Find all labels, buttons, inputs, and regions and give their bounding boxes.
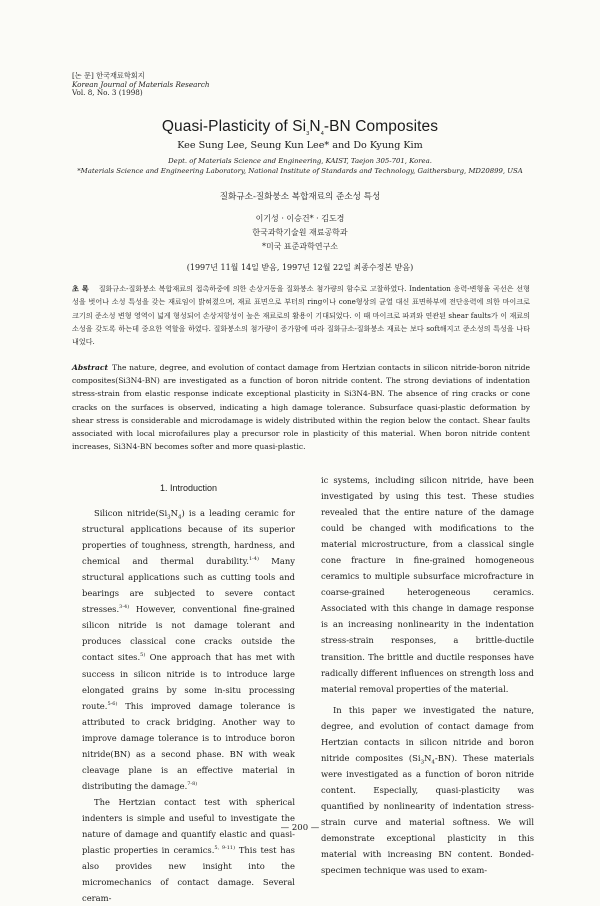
korean-authors-block	[0, 212, 600, 254]
korean-title: 질화규소-질화붕소 복합재료의 준소성 특성	[219, 192, 381, 202]
journal-volume: Vol. 8, No. 3 (1998)	[72, 88, 143, 98]
korean-authors: 이기성 · 이승건* · 김도경	[255, 214, 345, 223]
korean-affiliation-1: 한국과학기술원 재료공학과	[252, 228, 348, 237]
intro-paragraph-2: The Hertzian contact test with spherical indenters is simple and useful to investigate the nature of damage and quantify elastic and quasi-plastic properties in ceramics.$^{5, 9-11)}$ This test has also provides new insight into the micromechanics of contact damage. Several ceram-	[82, 796, 295, 904]
intro-paragraph-4: In this paper we investigated the nature, degree, and evolution of contact damage from Hertzian contacts in silicon nitride and boron nitride composites $(Si_3N_4-BN)$. These materials were investigated as a function of boron nitride content. Especially, quasi-plasticity was quantified by nonlinearity of indentation stress-strain curve and material softness. We will demonstrate exceptional plasticity in this material with increasing BN content. Bonded-specimen technique was used to exam-	[321, 704, 534, 876]
journal-header	[72, 72, 210, 98]
abstract-text: The nature, degree, and evolution of contact damage from Hertzian contacts in silicon nitride-boron nitride composites(Si3N4-BN) are investigated as a function of boron nitride content. The strong deviations of indentation stress-strain from elastic response indicate exceptional plasticity in Si3N4-BN. The absence of ring cracks or cone cracks on the surfaces is observed, indicating a high damage tolerance. Subsurface quasi-plastic deformation by shear stress is considerable and microdamage is widely distributed within the region below the contact. Shear faults associated with local microfailures play a precursor role in plasticity of this material. When boron nitride content increases, Si3N4-BN becomes softer and more quasi-plastic.	[72, 363, 530, 452]
paper-authors: Kee Sung Lee, Seung Kun Lee* and Do Kyung Kim	[177, 140, 423, 151]
abstract-label: Abstract	[72, 363, 109, 372]
received-dates: (1997년 11월 14일 받음, 1997년 12월 22일 최종수정본 받음)	[186, 263, 414, 272]
korean-abstract	[72, 282, 530, 348]
right-column	[321, 472, 534, 878]
korean-abstract-label: 초 록	[72, 284, 89, 293]
paper-title: Quasi-Plasticity of $Si_3N_4-BN$ Composites	[161, 118, 439, 138]
intro-paragraph-1: Silicon $nitride(Si_3N_4)$ is a leading ceramic for structural applications because of its superior properties of toughness, strength, hardness, and chemical and thermal durability.$^{1-4)}$ Many structural applications such as cutting tools and bearings are subjected to severe contact stresses.$^{3-4)}$ However, conventional fine-grained silicon nitride is not damage tolerant and produces classical cone cracks outside the contact sites.$^{5)}$ One approach that has met with success in silicon nitride is to introduce large elongated grains by some in-situ processing route.$^{5-6)}$ This improved damage tolerance is attributed to crack bridging. Another way to improve damage tolerance is to introduce boron nitride(BN) as a second phase. BN with weak cleavage plane is an effective material in distributing the damage.$^{7-8)}$	[82, 508, 295, 791]
english-abstract	[72, 361, 530, 453]
korean-abstract-text: 질화규소-질화붕소 복합재료의 접촉하중에 의한 손상거동을 질화붕소 첨가량의 함수로 고찰하였다. Indentation 응력-변형율 곡선은 선형성을 벗어나 소성 특성을 갖는 재료임이 밝혀졌으며, 재료 표면으로 부터의 ring이나 cone형상의 균열 대신 표면하부에 전단응력에 의한 마이크로 크기의 준소성 변형 영역이 넓게 형성되어 손상저항성이 높은 재료로의 활용이 기대되었다. 이 때 마이크로 파괴와 연관된 shear faults가 이 재료의 소성을 갖도록 하는데 중요한 역할을 하였다. 질화붕소의 첨가량이 증가함에 따라 질화규소-질화붕소 재료는 보다 soft해지고 준소성의 특성을 나타내었다.	[72, 284, 530, 347]
left-column	[82, 478, 295, 906]
affiliation-2: *Materials Science and Engineering Laboratory, National Institute of Standards and Technology, Gaithersburg, MD20899, USA	[77, 167, 523, 175]
journal-name-korean: [논 문] 한국재료학회지	[72, 71, 145, 80]
intro-paragraph-3: ic systems, including silicon nitride, have been investigated by using this test. These studies revealed that the entire nature of the damage could be changed with modifications to the material microstructure, from a classical single cone fracture in fine-grained homogeneous ceramics to multiple subsurface microfracture in coarse-grained heterogeneous ceramics. Associated with this change in damage response is an increasing nonlinearity in the indentation stress-strain responses, a brittle-ductile transition. The brittle and ductile responses have radically different influences on strength loss and material removal properties of the material.	[321, 475, 534, 694]
journal-name-english: Korean Journal of Materials Research	[72, 79, 210, 89]
korean-affiliation-2: *미국 표준과학연구소	[261, 242, 339, 251]
section-title: 1. Introduction	[159, 483, 218, 493]
affiliation-1: Dept. of Materials Science and Engineering, KAIST, Taejon 305-701, Korea.	[168, 157, 432, 165]
page-number: — 200 —	[280, 823, 320, 833]
